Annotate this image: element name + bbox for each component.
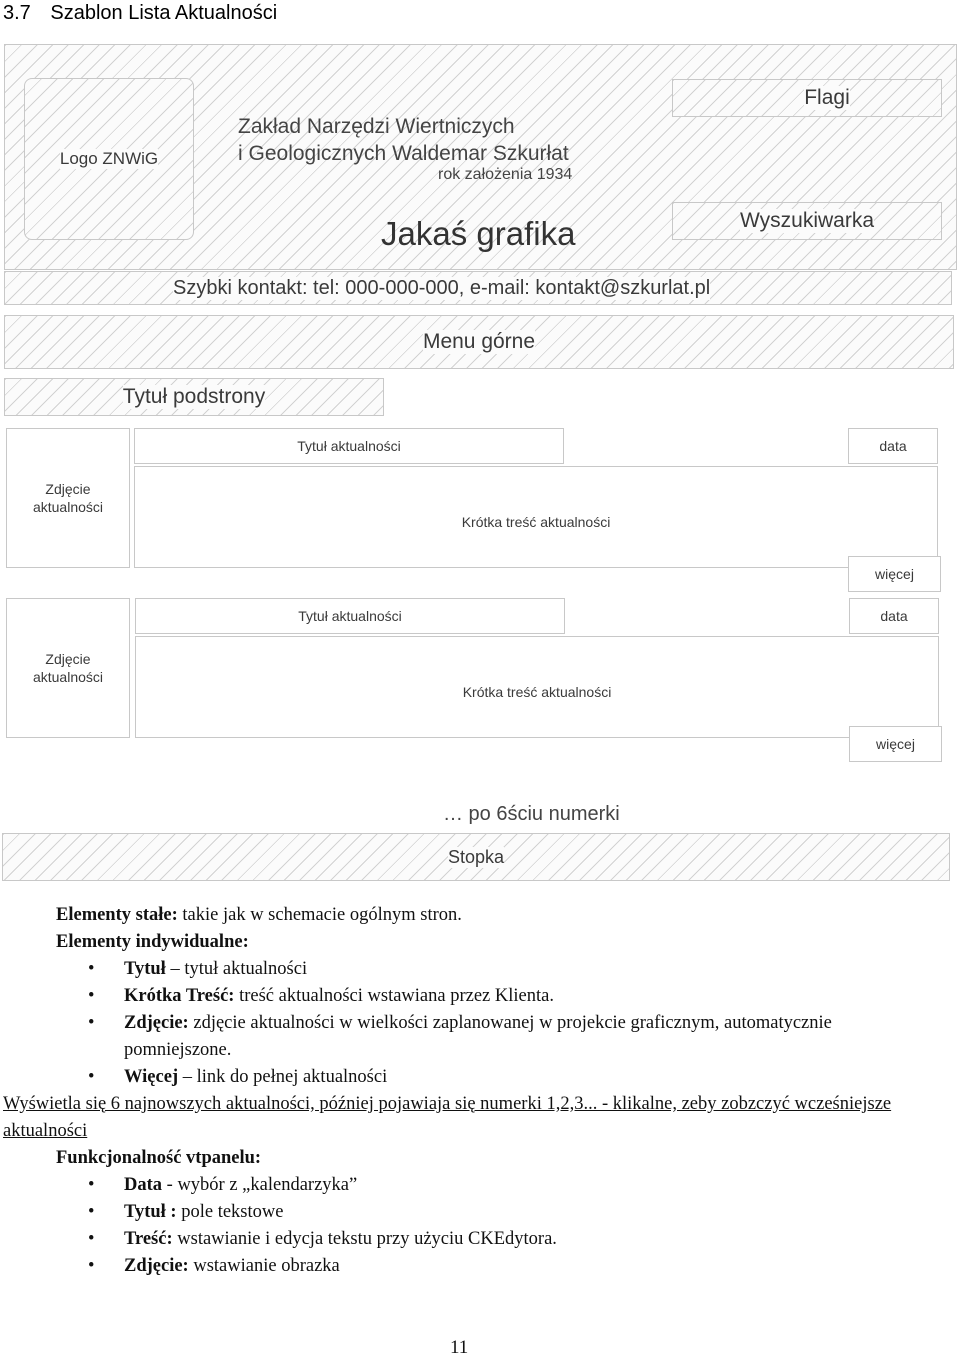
item-text: - wybór z „kalendarzyka”: [166, 1175, 358, 1195]
flags-box[interactable]: [672, 79, 942, 117]
fixed-elements-line: [0, 902, 960, 929]
individual-elements-label: Elementy indywidualne:: [56, 932, 249, 952]
list-item: [124, 1172, 960, 1199]
item-label: Tytuł :: [124, 1202, 177, 1222]
news-more-link[interactable]: [848, 556, 941, 592]
footer: [2, 833, 950, 881]
flags-label: Flagi: [804, 86, 850, 109]
company-line1: Zakład Narzędzi Wiertniczych: [238, 115, 515, 138]
news-photo-label2: aktualności: [32, 499, 104, 515]
display-note: Wyświetla się 6 najnowszych aktualności, później pojawiaja się numerki 1,2,3... - klikalne, zeby zobzczyć wcześniejsze aktualności: [3, 1094, 892, 1141]
news-photo-label2: aktualności: [32, 669, 104, 685]
item-text: – tytuł aktualności: [165, 959, 308, 979]
news-photo-label1: Zdjęcie: [45, 481, 91, 497]
item-text: wstawianie i edycja tekstu przy użyciu CKEdytora.: [172, 1229, 557, 1249]
company-name: [238, 113, 569, 167]
description: [0, 902, 960, 1280]
list-item: [124, 1199, 960, 1226]
list-item: [124, 1253, 960, 1280]
news-more-label: więcej: [876, 736, 915, 752]
list-item: [124, 1064, 870, 1091]
logo-box[interactable]: [24, 78, 194, 240]
news-title[interactable]: [135, 598, 565, 634]
pagination[interactable]: … po 6ściu numerki: [443, 803, 620, 825]
founded-text: rok założenia 1934: [438, 166, 573, 183]
vpanel-label: Funkcjonalność vtpanelu:: [56, 1148, 262, 1168]
item-label: Zdjęcie:: [124, 1013, 189, 1033]
item-label: Treść:: [124, 1229, 173, 1249]
news-date: [848, 428, 938, 464]
top-menu[interactable]: [4, 315, 954, 369]
individual-elements-list: [0, 956, 960, 1091]
search-label: Wyszukiwarka: [740, 209, 874, 232]
news-photo[interactable]: [6, 428, 130, 568]
item-label: Tytuł: [124, 959, 166, 979]
item-text: zdjęcie aktualności w wielkości zaplanowanej w projekcie graficznym, automatycznie pomniejszone.: [124, 1013, 832, 1060]
top-menu-label: Menu górne: [422, 330, 536, 353]
news-date: [849, 598, 939, 634]
news-more-link[interactable]: [849, 726, 942, 762]
news-summary-label: Krótka treść aktualności: [462, 684, 612, 700]
list-item: [124, 1010, 870, 1064]
item-label: Zdjęcie:: [124, 1256, 189, 1276]
logo-label: Logo ZNWiG: [59, 149, 159, 168]
list-item: [124, 983, 870, 1010]
news-date-label: data: [880, 608, 908, 624]
subpage-title: [4, 378, 384, 416]
item-label: Krótka Treść:: [124, 986, 235, 1006]
news-more-label: więcej: [875, 566, 914, 582]
news-photo-label1: Zdjęcie: [45, 651, 91, 667]
section-title: Szablon Lista Aktualności: [50, 2, 278, 24]
news-summary-label: Krótka treść aktualności: [461, 514, 611, 530]
vpanel-list: [0, 1172, 960, 1280]
news-date-label: data: [879, 438, 907, 454]
item-text: treść aktualności wstawiana przez Klienta.: [234, 986, 554, 1006]
graphic-placeholder: Jakaś grafika: [381, 215, 576, 252]
news-summary: [134, 466, 938, 568]
contact-bar: [4, 271, 952, 305]
fixed-elements-label: Elementy stałe:: [56, 905, 178, 925]
news-summary: [135, 636, 939, 738]
item-text: – link do pełnej aktualności: [178, 1067, 388, 1087]
fixed-elements-text: takie jak w schemacie ogólnym stron.: [177, 905, 462, 925]
item-label: Data: [124, 1175, 167, 1195]
news-title[interactable]: [134, 428, 564, 464]
section-number: 3.7: [3, 2, 31, 24]
footer-label: Stopka: [447, 846, 505, 867]
subpage-title-label: Tytuł podstrony: [122, 385, 266, 408]
contact-text: Szybki kontakt: tel: 000-000-000, e-mail: kontakt@szkurlat.pl: [173, 277, 711, 299]
list-item: [124, 1226, 960, 1253]
item-text: wstawianie obrazka: [188, 1256, 340, 1276]
company-line2: i Geologicznych Waldemar Szkurłat: [238, 142, 569, 165]
section-heading: [3, 2, 277, 25]
search-box[interactable]: [672, 202, 942, 240]
item-text: pole tekstowe: [176, 1202, 284, 1222]
item-label: Więcej: [124, 1067, 179, 1087]
list-item: [124, 956, 870, 983]
news-title-label: Tytuł aktualności: [297, 438, 401, 454]
news-title-label: Tytuł aktualności: [298, 608, 402, 624]
page-number: 11: [450, 1337, 469, 1358]
news-photo[interactable]: [6, 598, 130, 738]
